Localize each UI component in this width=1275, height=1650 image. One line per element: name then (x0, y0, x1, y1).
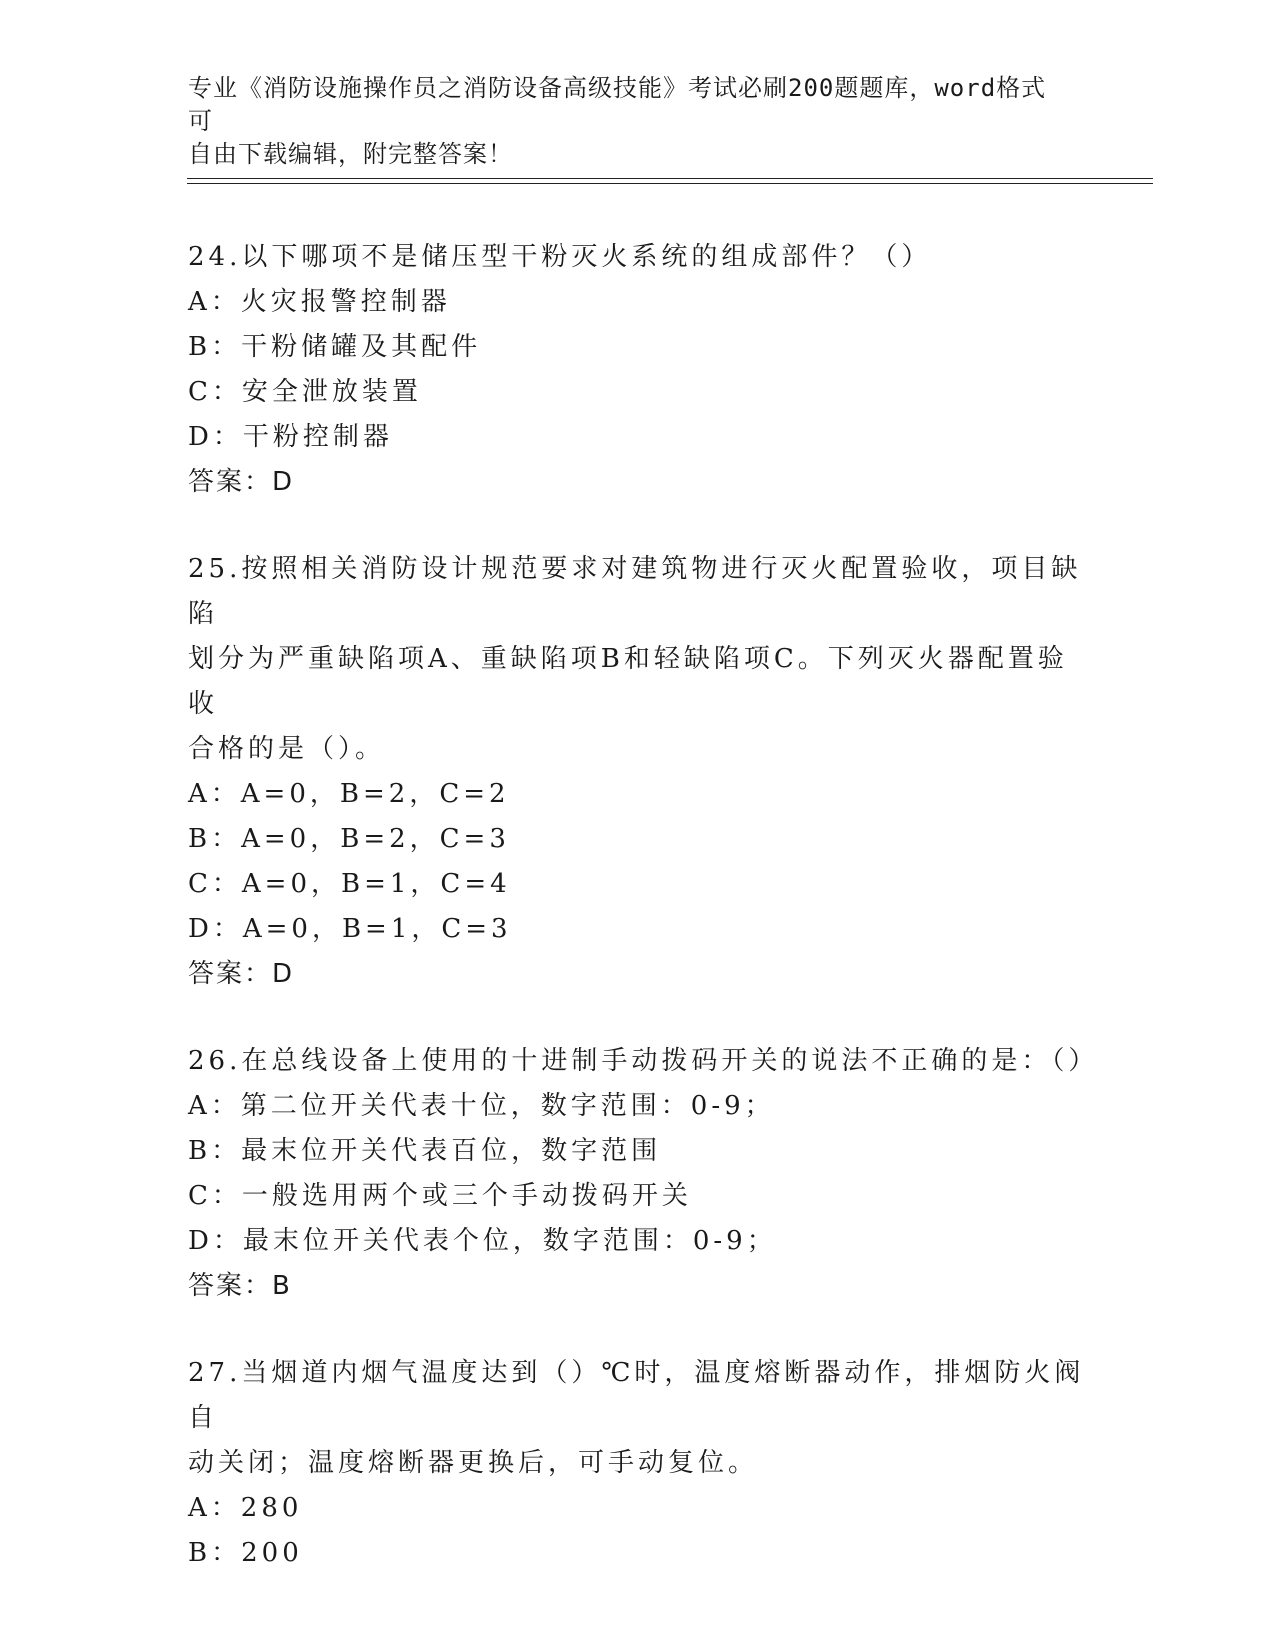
header-divider-bottom (187, 183, 1153, 184)
option-a: A：A=0，B=2，C=2 (188, 779, 510, 809)
question-stem: 26.在总线设备上使用的十进制手动拨码开关的说法不正确的是：（） (188, 1046, 1099, 1076)
option-d: D：A=0，B=1，C=3 (188, 914, 512, 944)
option-c: C：A=0，B=1，C=4 (188, 869, 511, 899)
question-stem-line-2: 动关闭；温度熔断器更换后，可手动复位。 (188, 1448, 759, 1478)
question-stem-line-3: 合格的是（）。 (188, 734, 386, 764)
question-27 (188, 1351, 1088, 1576)
header-line-2: 自由下载编辑，附完整答案！ (188, 140, 513, 168)
option-c: C：安全泄放装置 (188, 377, 422, 407)
option-b: B：200 (188, 1538, 303, 1568)
question-25 (188, 547, 1088, 997)
option-a: A：280 (188, 1493, 303, 1523)
option-b: B：干粉储罐及其配件 (188, 332, 482, 362)
option-d: D：干粉控制器 (188, 422, 393, 452)
option-b: B：最末位开关代表百位，数字范围 (188, 1136, 662, 1166)
option-d: D：最末位开关代表个位，数字范围：0-9； (188, 1226, 777, 1256)
answer-label: 答案：D (188, 959, 295, 989)
option-c: C：一般选用两个或三个手动拨码开关 (188, 1181, 692, 1211)
question-list (188, 235, 1099, 1618)
option-a: A：火灾报警控制器 (188, 287, 451, 317)
question-stem: 24.以下哪项不是储压型干粉灭火系统的组成部件？（） (188, 242, 932, 272)
option-b: B：A=0，B=2，C=3 (188, 824, 510, 854)
header-line-1: 专业《消防设施操作员之消防设备高级技能》考试必刷200题题库，word格式可 (188, 74, 1047, 135)
question-stem-line-2: 划分为严重缺陷项A、重缺陷项B和轻缺陷项C。下列灭火器配置验收 (188, 644, 1068, 719)
answer-label: 答案：D (188, 467, 295, 497)
question-stem-line-1: 25.按照相关消防设计规范要求对建筑物进行灭火配置验收，项目缺陷 (188, 554, 1082, 629)
question-26 (188, 1039, 1099, 1309)
header-divider-top (187, 178, 1153, 179)
question-stem-line-1: 27.当烟道内烟气温度达到（）℃时，温度熔断器动作，排烟防火阀自 (188, 1358, 1085, 1433)
question-24 (188, 235, 1088, 505)
document-header (188, 72, 1068, 171)
answer-label: 答案：B (188, 1271, 292, 1301)
option-a: A：第二位开关代表十位，数字范围：0-9； (188, 1091, 775, 1121)
